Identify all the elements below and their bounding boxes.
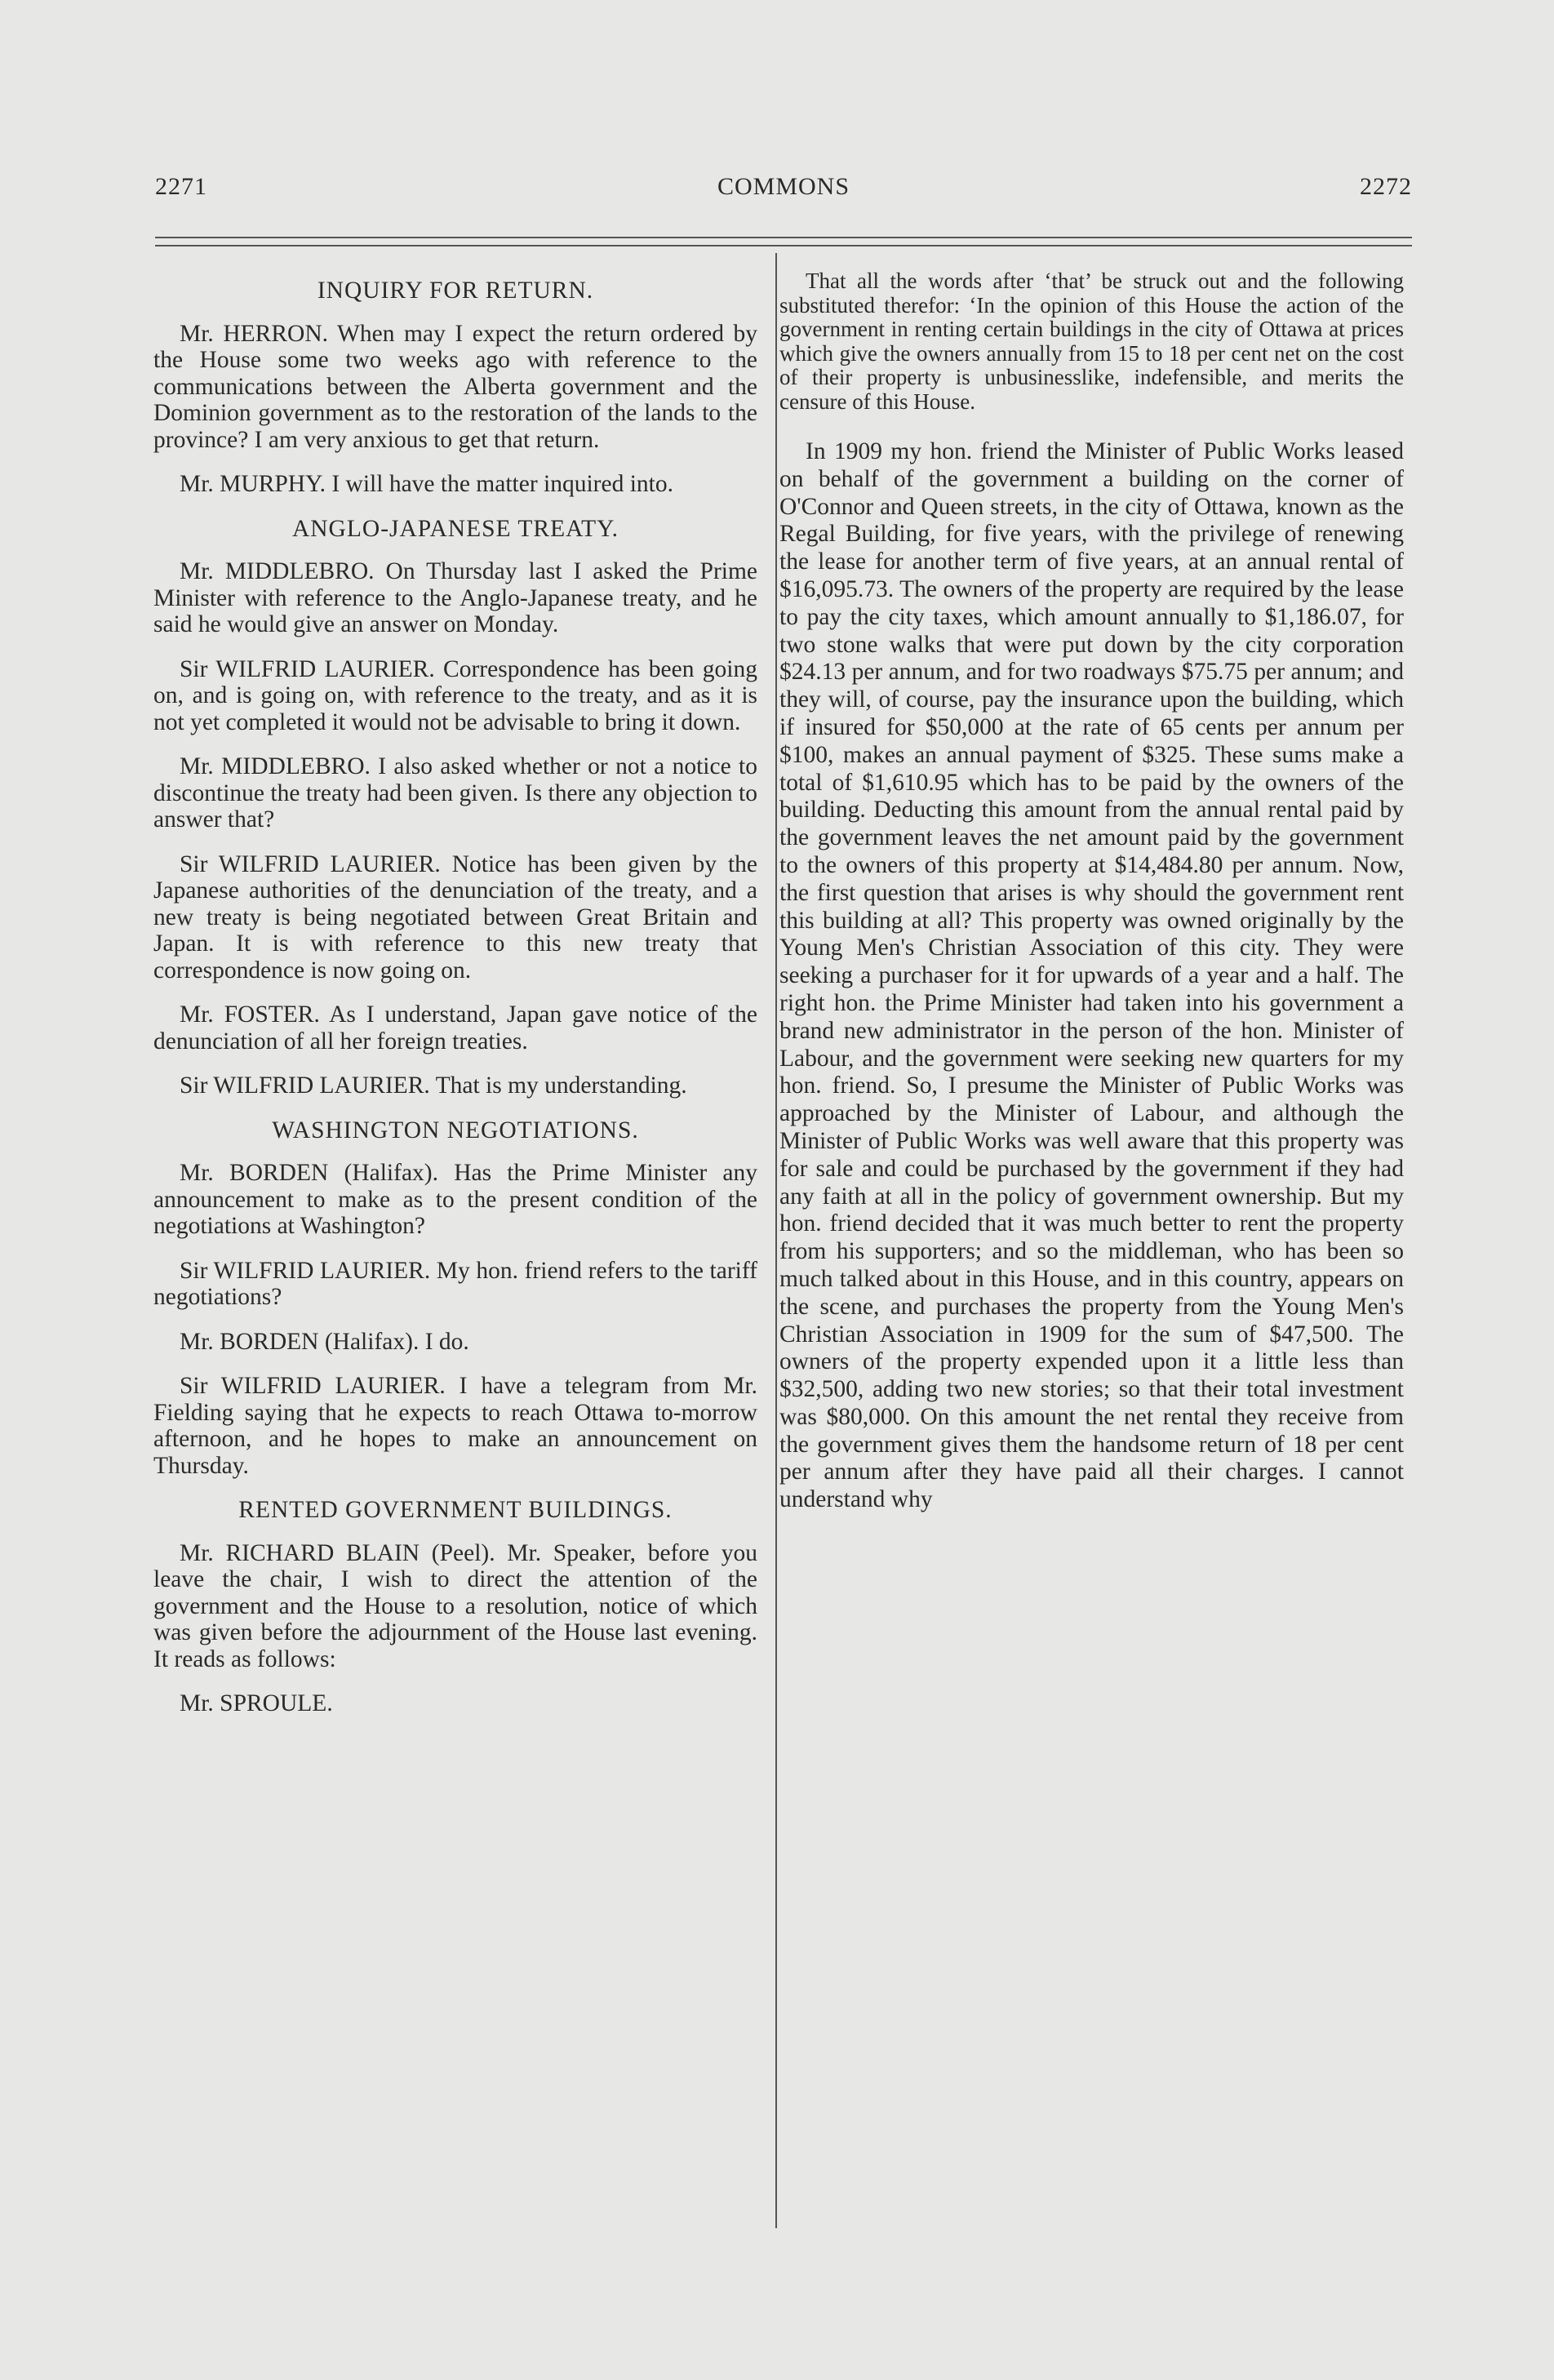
paragraph: Mr. HERRON. When may I expect the return ordered by the House some two weeks ago with reference to the communications between the Alberta government and the Dominion government as to the restoration of the lands to the province? I am very anxious to get that return. [153,320,757,453]
paragraph: Mr. MURPHY. I will have the matter inquired into. [180,471,673,497]
motion-text: That all the words after ‘that’ be struck out and the following substituted therefor: ‘In the opinion of this House the action of the government in renting certain buildings in the city of Ottawa at prices which give the owners annually from 15 to 18 per cent net on the cost of their property is unbusinesslike, indefensible, and merits the censure of this House. [779,269,1404,414]
column-divider [775,253,777,2228]
section-heading-inquiry: INQUIRY FOR RETURN. [317,278,594,304]
paragraph: Mr. BORDEN (Halifax). Has the Prime Minister any announcement to make as to the present condition of the negotiations at Washington? [153,1160,757,1239]
section-heading-treaty: ANGLO-JAPANESE TREATY. [291,515,619,542]
paragraph: Sir WILFRID LAURIER. Notice has been given by the Japanese authorities of the denunciation of the treaty, and a new treaty is being negotiated between Great Britain and Japan. It is with reference to this new treaty that correspondence is now going on. [153,850,757,984]
paragraph: Mr. BORDEN (Halifax). I do. [180,1328,469,1355]
page-number-left: 2271 [155,173,207,200]
paragraph: Mr. RICHARD BLAIN (Peel). Mr. Speaker, before you leave the chair, I wish to direct the attention of the government and the House to a resolution, notice of which was given before the adjournment of the House last evening. It reads as follows: [153,1539,757,1672]
paragraph: Sir WILFRID LAURIER. I have a telegram from Mr. Fielding saying that he expects to reach Ottawa to-morrow afternoon, and he hopes to make an announcement on Thursday. [153,1373,757,1479]
left-column [153,269,757,1735]
paragraph: Sir WILFRID LAURIER. Correspondence has been going on, and is going on, with reference to the treaty, and as it is not yet completed it would not be advisable to bring it down. [153,655,757,735]
paragraph: Mr. MIDDLEBRO. I also asked whether or not a notice to discontinue the treaty had been given. Is there any objection to answer that? [153,753,757,833]
running-title: COMMONS [717,173,850,200]
section-heading-rented-buildings: RENTED GOVERNMENT BUILDINGS. [238,1497,673,1523]
header-rule-top [155,237,1412,238]
paragraph: Sir WILFRID LAURIER. My hon. friend refers to the tariff negotiations? [153,1257,757,1310]
paragraph: Sir WILFRID LAURIER. That is my understanding. [180,1072,687,1099]
page-number-right: 2272 [1360,173,1412,200]
paragraph: Mr. MIDDLEBRO. On Thursday last I asked the Prime Minister with reference to the Anglo-Japanese treaty, and he said he would give an answer on Monday. [153,558,757,637]
paragraph: Mr. SPROULE. [180,1690,333,1716]
section-heading-washington: WASHINGTON NEGOTIATIONS. [272,1117,639,1143]
paragraph: In 1909 my hon. friend the Minister of Public Works leased on behalf of the government a building on the corner of O'Connor and Queen streets, in the city of Ottawa, known as the Regal Building, for five years, with the privilege of renewing the lease for another term of five years, at an annual rental of $16,095.73. The owners of the property are required by the lease to pay the city taxes, which amount annually to $1,186.07, for two stone walks that were put down by the city corporation $24.13 per annum, and for two roadways $75.75 per annum; and they will, of course, pay the insurance upon the building, which if insured for $50,000 at the rate of 65 cents per annum per $100, makes an annual payment of $325. These sums make a total of $1,610.95 which has to be paid by the owners of the building. Deducting this amount from the annual rental paid by the government leaves the net amount paid by the government to the owners of this property at $14,484.80 per annum. Now, the first question that arises is why should the government rent this building at all? This property was owned originally by the Young Men's Christian Association of this city. They were seeking a purchaser for it for upwards of a year and a half. The right hon. the Prime Minister had taken into his government a brand new administrator in the person of the hon. Minister of Labour, and the government were seeking new quarters for my hon. friend. So, I presume the Minister of Public Works was approached by the Minister of Labour, and although the Minister of Public Works was well aware that this property was for sale and could be purchased by the government if they had any faith at all in the policy of government ownership. But my hon. friend decided that it was much better to rent the property from his supporters; and so the middleman, who has been so much talked about in this House, and in this country, appears on the scene, and purchases the property from the Young Men's Christian Association in 1909 for the sum of $47,500. The owners of the property expended upon it a little less than $32,500, adding two new stories; so that their total investment was $80,000. On this amount the net rental they receive from the government gives them the handsome return of 18 per cent per annum after they have paid all their charges. I cannot understand why [779,438,1404,1513]
paragraph: Mr. FOSTER. As I understand, Japan gave notice of the denunciation of all her foreign treaties. [153,1001,757,1055]
page-header [155,173,1412,214]
right-column [779,269,1404,1539]
header-rule-bottom [155,245,1412,246]
